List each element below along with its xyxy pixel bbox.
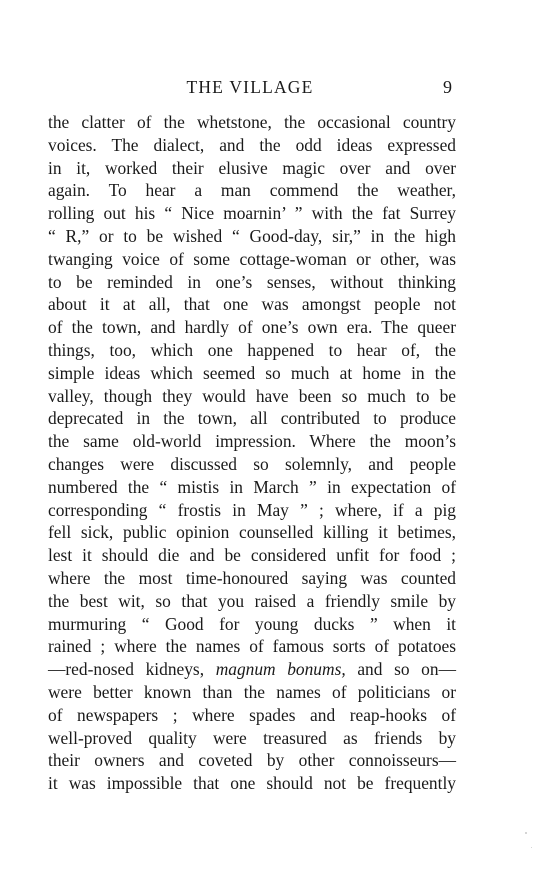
text-line: well-proved quality were treasured as friends by bbox=[48, 727, 456, 748]
text-line: where the most time-honoured saying was counted bbox=[48, 567, 456, 588]
text-line: the clatter of the whetstone, the occasional country bbox=[48, 112, 456, 132]
text-line: the same old-world impression. Where the moon’s bbox=[48, 431, 456, 452]
text-line: of the town, and hardly of one’s own era. The queer bbox=[48, 317, 456, 338]
page-number: 9 bbox=[443, 77, 452, 97]
text-line: about it at all, that one was amongst people not bbox=[48, 294, 456, 315]
text-segment: —red-nosed kidneys, bbox=[48, 659, 205, 680]
body-text bbox=[48, 111, 456, 795]
text-line: of newspapers ; where spades and reap-hooks of bbox=[48, 704, 456, 725]
text-line: it was impossible that one should not be frequently bbox=[48, 773, 456, 794]
text-line: rolling out his “ Nice moarnin’ ” with the fat Surrey bbox=[48, 203, 456, 224]
text-line: numbered the “ mistis in March ” in expectation of bbox=[48, 476, 456, 497]
running-title: THE VILLAGE bbox=[186, 77, 314, 97]
text-line: in it, worked their elusive magic over and over bbox=[48, 157, 456, 178]
text-line: the best wit, so that you raised a friendly smile by bbox=[48, 590, 456, 611]
running-head bbox=[48, 77, 452, 99]
text-line: their owners and coveted by other connoisseurs— bbox=[48, 750, 456, 771]
text-line: voices. The dialect, and the odd ideas expressed bbox=[48, 134, 456, 155]
text-line-with-italic bbox=[48, 658, 456, 681]
text-segment: and so on— bbox=[357, 659, 456, 680]
text-line: things, too, which one happened to hear of, the bbox=[48, 339, 456, 360]
text-line: again. To hear a man commend the weather, bbox=[48, 180, 456, 201]
text-line: to be reminded in one’s senses, without thinking bbox=[48, 271, 456, 292]
text-line: deprecated in the town, all contributed to produce bbox=[48, 408, 456, 429]
text-line: were better known than the names of politicians or bbox=[48, 681, 456, 702]
text-line: fell sick, public opinion counselled killing it betimes, bbox=[48, 522, 456, 543]
text-line: twanging voice of some cottage-woman or other, was bbox=[48, 248, 456, 269]
text-line: valley, though they would have been so much to be bbox=[48, 385, 456, 406]
text-line: lest it should die and be considered unfit for food ; bbox=[48, 545, 456, 566]
text-line: simple ideas which seemed so much at home in the bbox=[48, 362, 456, 383]
italic-phrase: magnum bonums, bbox=[215, 659, 346, 680]
text-line: rained ; where the names of famous sorts of potatoes bbox=[48, 636, 456, 657]
text-line: changes were discussed so solemnly, and people bbox=[48, 453, 456, 474]
paper-speck bbox=[525, 832, 527, 834]
paper-speck bbox=[531, 847, 532, 848]
text-line: “ R,” or to be wished “ Good-day, sir,” in the high bbox=[48, 225, 456, 246]
text-line: corresponding “ frostis in May ” ; where, if a pig bbox=[48, 499, 456, 520]
text-line: murmuring “ Good for young ducks ” when it bbox=[48, 613, 456, 634]
